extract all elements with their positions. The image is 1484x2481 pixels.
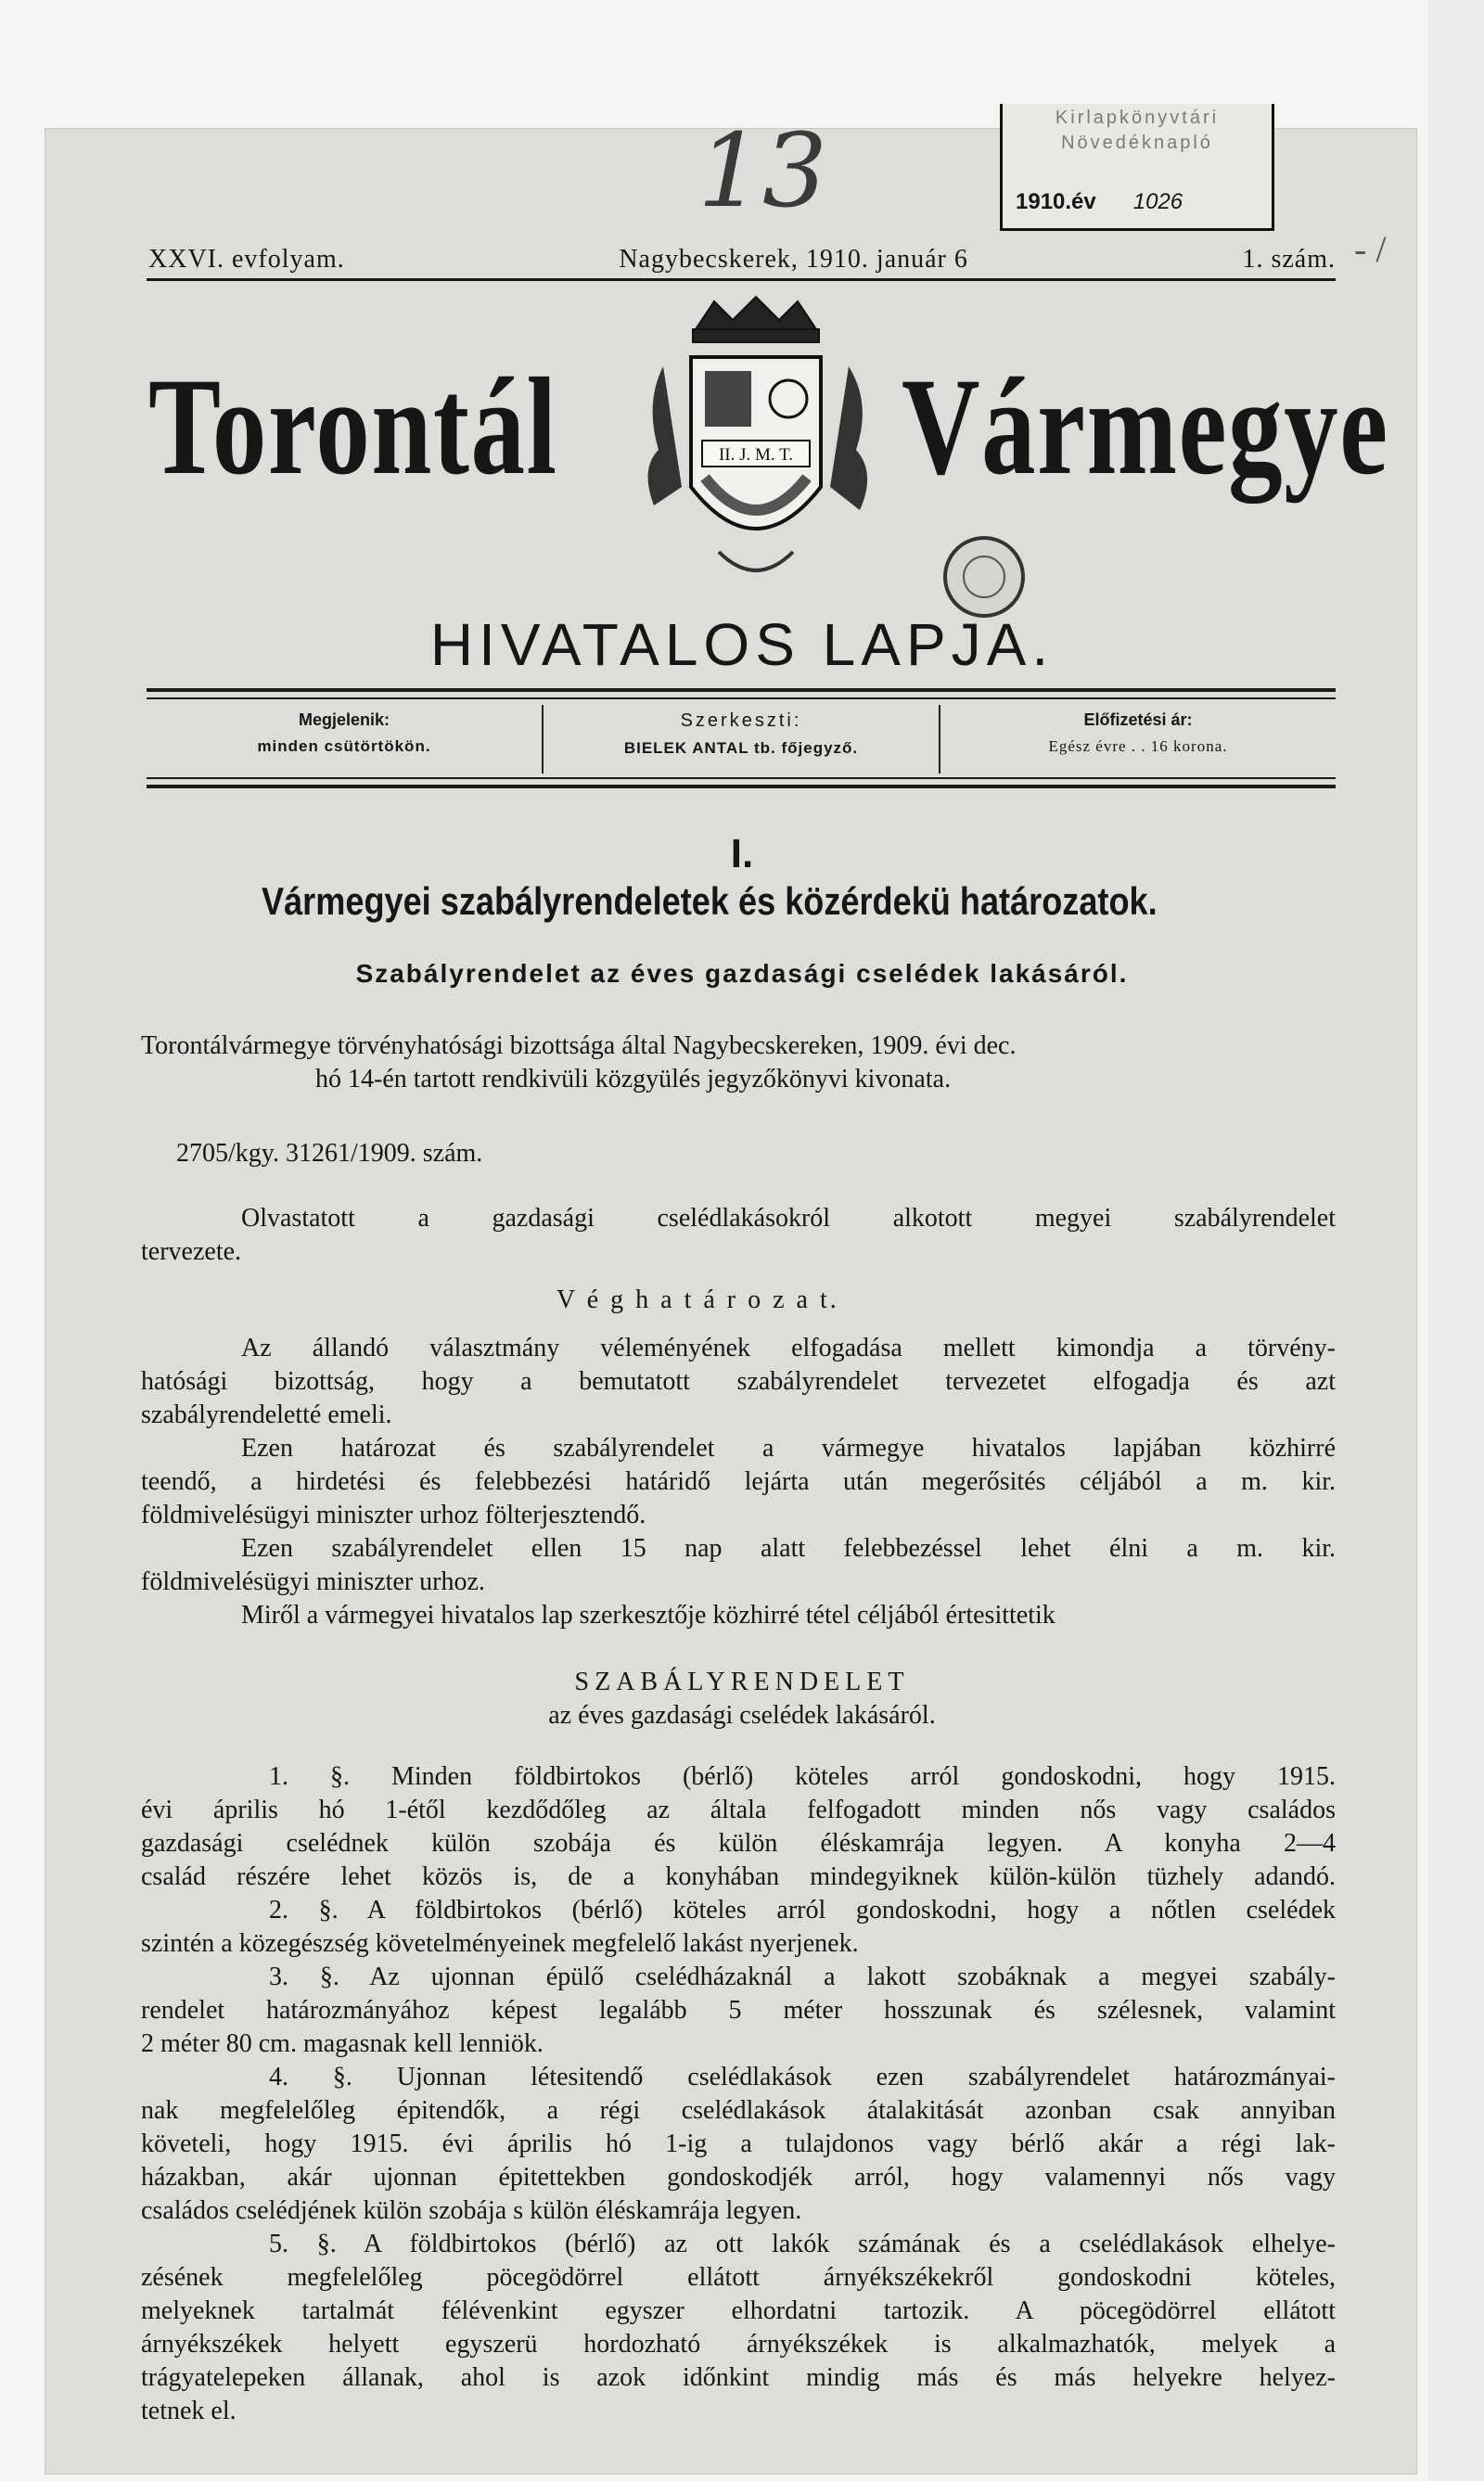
info-rule-top [147, 688, 1336, 692]
reg-line-20: tetnek el. [141, 2397, 237, 2425]
place-date: Nagybecskerek, 1910. január 6 [619, 245, 968, 274]
intro-line-4: Olvastatott a gazdasági cselédlakásokról alkotott megyei szabályrendelet [241, 1204, 1336, 1233]
decision-line-6: földmivelésügyi miniszter urhoz fölterjesztendő. [141, 1501, 646, 1529]
reg-line-19: trágyatelepeken állanak, ahol is azok időnkint mindig más és más helyekre helyez- [141, 2363, 1336, 2392]
final-decision-heading: V é g h a t á r o z a t. [556, 1285, 839, 1314]
info-rule-top-2 [147, 697, 1336, 699]
stamp-line-3: 1910.év 1026 [1016, 189, 1183, 214]
stamp-line-2: Növedéknapló [1061, 133, 1213, 153]
decision-line-4: Ezen határozat és szabályrendelet a vármegye hivatalos lapjában közhirré [241, 1434, 1336, 1463]
acquisition-stamp [1000, 104, 1274, 231]
decision-line-8: földmivelésügyi miniszter urhoz. [141, 1567, 485, 1596]
editor-value: BIELEK ANTAL tb. főjegyző. [623, 739, 859, 757]
info-bar [147, 705, 1336, 774]
intro-line-5: tervezete. [141, 1237, 242, 1266]
reg-line-16: zésének megfelelőleg pöcegödörrel ellátott árnyékszékekről gondoskodni köteles, [141, 2263, 1336, 2292]
info-publication [147, 705, 544, 774]
reg-line-7: 3. §. Az ujonnan épülő cselédházaknál a lakott szobáknak a megyei szabály- [269, 1963, 1336, 1991]
editor-label: Szerkeszti: [680, 710, 802, 731]
decision-line-1: Az állandó választmány véleményének elfogadása mellett kimondja a törvény- [241, 1334, 1336, 1362]
reg-line-1: 1. §. Minden földbirtokos (bérlő) köteles arról gondoskodni, hogy 1915. [269, 1762, 1336, 1791]
page-edge [1428, 0, 1484, 2481]
library-stamp-icon [941, 534, 1027, 620]
info-rule-bottom-2 [147, 785, 1336, 788]
reg-line-6: szintén a közegészség követelményeinek megfelelő lakást nyerjenek. [141, 1929, 859, 1958]
reg-line-14: családos cselédjének külön szobája s külön éléskamrája legyen. [141, 2196, 802, 2225]
section-numeral: I. [730, 831, 754, 876]
volume-label: XXVI. evfolyam. [148, 245, 345, 274]
issue-number: 1. szám. [1242, 245, 1336, 274]
title-left: Torontál [148, 350, 558, 504]
reg-line-9: 2 méter 80 cm. magasnak kell lenniök. [141, 2029, 544, 2058]
masthead-rule [147, 278, 1336, 281]
coat-of-arms-icon [608, 292, 904, 598]
subscription-value: Egész évre . . 16 korona. [1048, 737, 1228, 755]
subtitle: HIVATALOS LAPJA. [429, 611, 1055, 678]
reg-line-17: melyeknek tartalmát félévenkint egyszer elhordatni tartozik. A pöcegödörrel ellátott [141, 2296, 1336, 2325]
reg-line-10: 4. §. Ujonnan létesitendő cselédlakások ezen szabályrendelet határozmányai- [269, 2063, 1336, 2091]
reg-line-3: gazdasági cselédnek külön szobája és külön éléskamrája legyen. A konyha 2—4 [141, 1829, 1336, 1858]
record-number: 2705/kgy. 31261/1909. szám. [176, 1139, 483, 1168]
decision-line-2: hatósági bizottság, hogy a bemutatott szabályrendelet tervezetet elfogadja és azt [141, 1367, 1336, 1396]
coat-of-arms-text: II. J. M. T. [718, 445, 794, 465]
reg-line-5: 2. §. A földbirtokos (bérlő) köteles arról gondoskodni, hogy a nőtlen cselédek [269, 1896, 1336, 1925]
decision-line-9: Miről a vármegyei hivatalos lap szerkesztője közhirré tétel céljából értesittetik [241, 1601, 1055, 1630]
publication-value: minden csütörtökön. [257, 737, 431, 755]
regulation-subheading: az éves gazdasági cselédek lakásáról. [548, 1701, 936, 1730]
info-editor [544, 705, 940, 774]
reg-line-11: nak megfelelőleg épitendők, a régi cselédlakások átalakitását azonban csak annyiban [141, 2096, 1336, 2125]
reg-line-8: rendelet határozmányához képest legalább 5 méter hosszunak és szélesnek, valamint [141, 1996, 1336, 2025]
intro-line-2: hó 14-én tartott rendkivüli közgyülés jegyzőkönyvi kivonata. [315, 1065, 952, 1093]
info-subscription [940, 705, 1336, 774]
reg-line-12: követeli, hogy 1915. évi április hó 1-ig a tulajdonos vagy bérlő akár a régi lak- [141, 2129, 1336, 2158]
title-right: Vármegye [902, 350, 1389, 504]
reg-line-15: 5. §. A földbirtokos (bérlő) az ott lakók számának és a cselédlakások elhelye- [269, 2230, 1336, 2258]
section-subheading: Szabályrendelet az éves gazdasági cselédek lakásáról. [355, 959, 1129, 988]
intro-line-1: Torontálvármegye törvényhatósági bizottsága által Nagybecskereken, 1909. évi dec. [141, 1031, 1017, 1060]
publication-label: Megjelenik: [298, 710, 390, 729]
reg-line-18: árnyékszékek helyett egyszerü hordozható árnyékszékek is alkalmazhatók, melyek a [141, 2330, 1336, 2359]
stamp-line-1: Kirlapkönyvtári [1055, 108, 1220, 128]
section-title: Vármegyei szabályrendeletek és közérdekü határozatok. [262, 879, 1158, 923]
reg-line-2: évi április hó 1-étől kezdődőleg az általa felfogadott minden nős vagy családos [141, 1796, 1336, 1824]
reg-line-4: család részére lehet közös is, de a konyhában mindegyiknek külön-külön tüzhely adandó. [141, 1862, 1336, 1891]
stamp-number: 1026 [1132, 189, 1183, 214]
regulation-heading: SZABÁLYRENDELET [574, 1668, 910, 1696]
handwritten-number: 13 [697, 111, 827, 230]
edge-mark: - / [1354, 228, 1387, 270]
subscription-label: Előfizetési ár: [1083, 710, 1193, 729]
decision-line-5: teendő, a hirdetési és felebbezési határidő lejárta után megerősités céljából a m. kir. [141, 1467, 1336, 1496]
decision-line-3: szabályrendeletté emeli. [141, 1400, 392, 1429]
decision-line-7: Ezen szabályrendelet ellen 15 nap alatt felebbezéssel lehet élni a m. kir. [241, 1534, 1336, 1563]
info-rule-bottom [147, 777, 1336, 779]
reg-line-13: házakban, akár ujonnan épitettekben gondoskodjék arról, hogy valamennyi nős vagy [141, 2163, 1336, 2192]
masthead-meta-row [148, 245, 1336, 275]
